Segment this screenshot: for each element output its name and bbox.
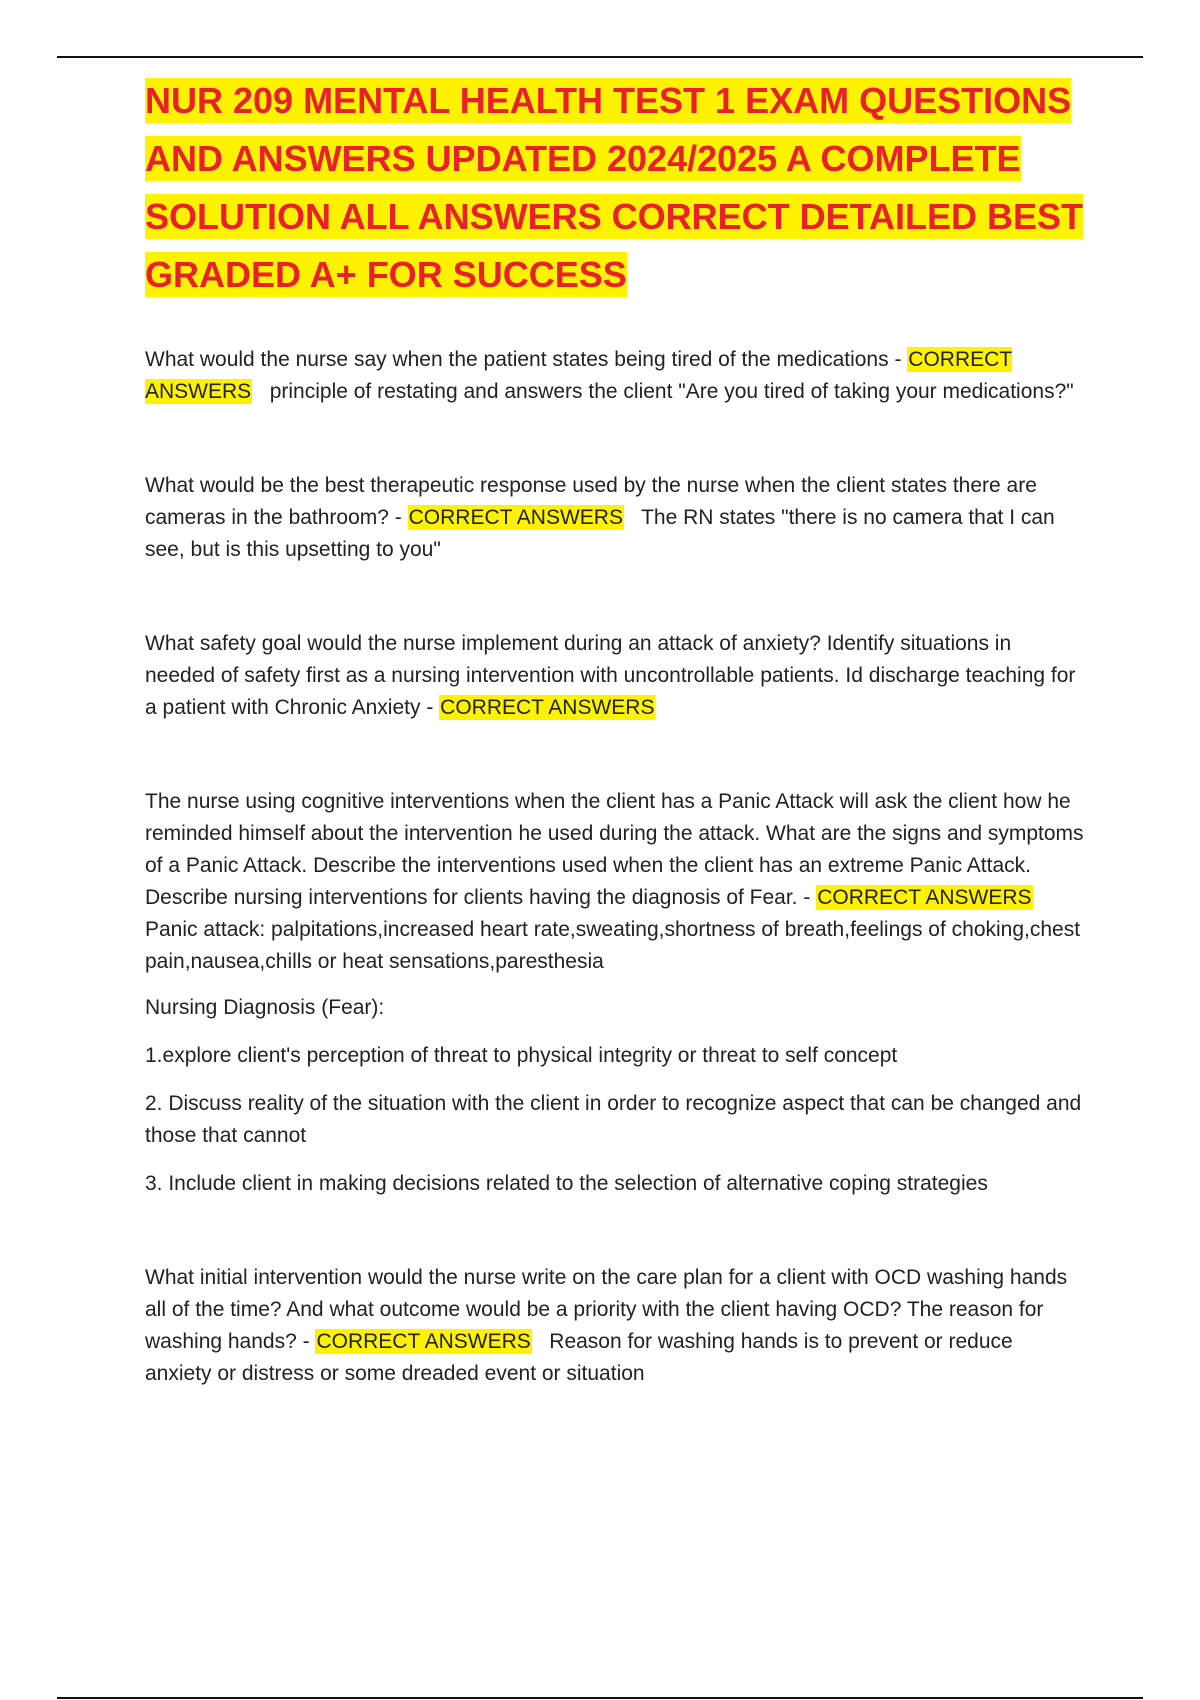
qa-item-5 (145, 1262, 1085, 1390)
answer-text: Panic attack: palpitations,increased heart rate,sweating,shortness of breath,feelings of choking,chest pain,nausea,chills or heat sensations,paresthesia (145, 918, 1081, 973)
fear-intervention-2: 2. Discuss reality of the situation with the client in order to recognize aspect that can be changed and those that cannot (145, 1092, 1082, 1147)
answer-marker: CORRECT ANSWERS (440, 696, 655, 719)
question-text: The nurse using cognitive interventions when the client has a Panic Attack will ask the client how he reminded himself about the intervention he used during the attack. What are the signs and symptoms of a Panic Attack. Describe the interventions used when the client has an extreme Panic Attack. Describe nursing interventions for clients having the diagnosis of Fear. - (145, 790, 1084, 909)
question-text: What safety goal would the nurse implement during an attack of anxiety? Identify situations in needed of safety first as a nursing intervention with uncontrollable patients. Id discharge teaching for a patient with Chronic Anxiety - (145, 632, 1076, 719)
fear-intervention-1: 1.explore client's perception of threat to physical integrity or threat to self concept (145, 1044, 898, 1067)
bottom-rule (57, 1697, 1143, 1699)
answer-marker: CORRECT ANSWERS (145, 348, 1013, 403)
question-text: What would the nurse say when the patient states being tired of the medications - (145, 348, 902, 371)
top-rule (57, 56, 1143, 58)
answer-marker: CORRECT ANSWERS (408, 506, 623, 529)
qa-item-1 (145, 344, 1085, 408)
document-body (145, 72, 1085, 1390)
answer-text: principle of restating and answers the client "Are you tired of taking your medications?" (269, 380, 1074, 403)
answer-text: Reason for washing hands is to prevent or reduce anxiety or distress or some dreaded event or situation (145, 1330, 1013, 1385)
fear-intervention-3: 3. Include client in making decisions related to the selection of alternative coping strategies (145, 1172, 988, 1195)
question-text: What would be the best therapeutic response used by the nurse when the client states there are cameras in the bathroom? - (145, 474, 1037, 529)
answer-marker: CORRECT ANSWERS (316, 1330, 531, 1353)
document-title-text: NUR 209 MENTAL HEALTH TEST 1 EXAM QUESTIONS AND ANSWERS UPDATED 2024/2025 A COMPLETE SOLUTION ALL ANSWERS CORRECT DETAILED BEST GRADED A+ FOR SUCCESS (145, 80, 1084, 295)
qa-item-2 (145, 470, 1085, 566)
answer-text: The RN states "there is no camera that I can see, but is this upsetting to you" (145, 506, 1055, 561)
document-title (145, 72, 1085, 304)
qa-item-4 (145, 786, 1085, 978)
qa-item-3 (145, 628, 1085, 724)
answer-marker: CORRECT ANSWERS (817, 886, 1032, 909)
fear-diagnosis-heading: Nursing Diagnosis (Fear): (145, 996, 385, 1019)
question-text: What initial intervention would the nurse write on the care plan for a client with OCD washing hands all of the time? And what outcome would be a priority with the client having OCD? The reason for washing hands? - (145, 1266, 1068, 1353)
